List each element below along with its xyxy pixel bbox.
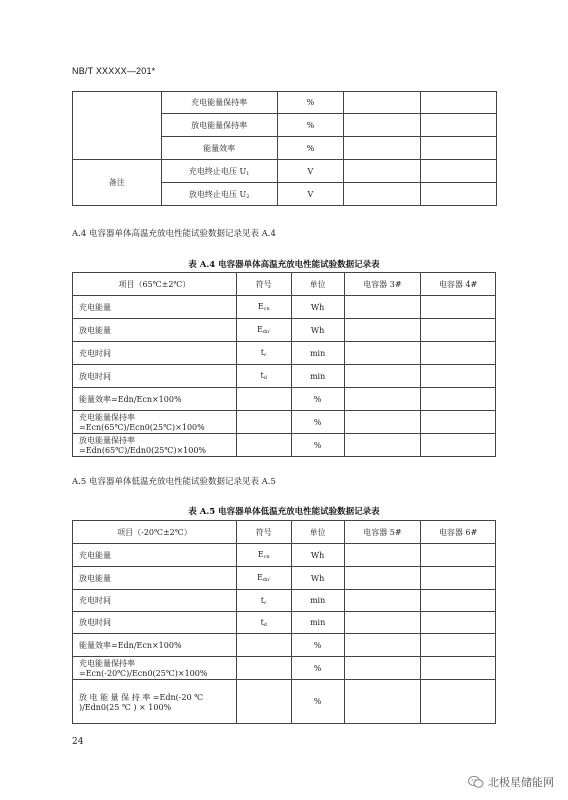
item-cell: 充电能量保持率	[161, 92, 277, 114]
item-cell: 能量效率=Edn/Ecn×100%	[73, 388, 237, 411]
value-cell	[344, 612, 421, 634]
value-cell	[344, 680, 421, 724]
item-cell: 放电能量	[73, 319, 237, 342]
value-cell	[421, 544, 496, 567]
value-cell	[344, 342, 421, 365]
item-cell: 充电能量	[73, 544, 237, 567]
value-cell	[344, 388, 421, 411]
symbol-cell: $E_{cn}$	[236, 296, 291, 319]
table-row	[73, 680, 496, 724]
table-row	[73, 544, 496, 567]
symbol-cell: $t_d$	[236, 365, 291, 388]
table-row	[73, 612, 496, 634]
wechat-icon	[468, 775, 484, 789]
unit-cell: %	[291, 680, 344, 724]
value-cell	[344, 567, 421, 590]
item-cell: 放电能量保持率=Edn(65℃)/Edn0(25℃)×100%	[73, 434, 237, 457]
unit-cell: Wh	[291, 544, 344, 567]
unit-cell: V	[277, 183, 344, 206]
value-cell	[421, 365, 496, 388]
header-capacitor-6: 电容器 6#	[421, 521, 496, 544]
unit-cell: V	[277, 160, 344, 183]
unit-cell: Wh	[291, 296, 344, 319]
unit-cell: %	[291, 434, 344, 457]
item-cell: 放电能量保持率	[161, 114, 277, 137]
value-cell	[344, 319, 421, 342]
header-capacitor-4: 电容器 4#	[421, 273, 496, 296]
symbol-cell: $E_{dn'}$	[236, 319, 291, 342]
table-a4-title: 表 A.4 电容器单体高温充放电性能试验数据记录表	[188, 260, 380, 270]
table-row	[73, 342, 496, 365]
value-cell	[344, 365, 421, 388]
table-a4	[72, 272, 496, 457]
symbol-cell	[236, 411, 291, 434]
item-cell: 充电时间	[73, 590, 237, 612]
unit-cell: %	[291, 657, 344, 680]
item-cell: 放电能量	[73, 567, 237, 590]
item-cell: 放 电 能 量 保 持 率 =Edn(-20 ℃ )/Edn0(25 ℃ ) × 100%	[73, 680, 237, 724]
value-cell	[344, 634, 421, 657]
table-row	[73, 92, 497, 114]
header-unit: 单位	[291, 273, 344, 296]
item-cell: 放电时间	[73, 612, 237, 634]
unit-cell: %	[291, 388, 344, 411]
value-cell	[421, 612, 496, 634]
blank-cell	[73, 92, 162, 160]
symbol-cell: $E_{dn'}$	[236, 567, 291, 590]
table-row	[73, 319, 496, 342]
table-row	[73, 567, 496, 590]
value-cell	[344, 544, 421, 567]
table-row	[73, 365, 496, 388]
item-cell: 能量效率	[161, 137, 277, 160]
value-cell	[344, 657, 421, 680]
value-cell	[421, 319, 496, 342]
header-item: 项目（-20℃±2℃）	[73, 521, 237, 544]
watermark	[468, 774, 554, 790]
header-item: 项目（65℃±2℃）	[73, 273, 237, 296]
table-row	[73, 634, 496, 657]
header-symbol: 符号	[236, 521, 291, 544]
unit-cell: %	[277, 114, 344, 137]
header-symbol: 符号	[236, 273, 291, 296]
item-cell: 充电能量保持率=Ecn(-20℃)/Ecn0(25℃)×100%	[73, 657, 237, 680]
item-cell: 充电时间	[73, 342, 237, 365]
table-row	[73, 434, 496, 457]
symbol-cell	[236, 680, 291, 724]
table-header-row	[73, 521, 496, 544]
value-cell	[421, 590, 496, 612]
unit-cell: %	[291, 634, 344, 657]
symbol-cell	[236, 388, 291, 411]
value-cell	[344, 434, 421, 457]
value-cell	[344, 411, 421, 434]
section-a5-intro: A.5 电容器单体低温充放电性能试验数据记录见表 A.5	[72, 477, 276, 487]
unit-cell: min	[291, 590, 344, 612]
item-cell: 放电终止电压 $U_2$	[161, 183, 277, 206]
item-cell: 放电时间	[73, 365, 237, 388]
unit-cell: min	[291, 342, 344, 365]
header-unit: 单位	[291, 521, 344, 544]
value-cell	[421, 434, 496, 457]
item-cell: 充电能量	[73, 296, 237, 319]
symbol-cell	[236, 634, 291, 657]
value-cell	[421, 388, 496, 411]
symbol-cell: $t_d$	[236, 612, 291, 634]
unit-cell: Wh	[291, 319, 344, 342]
item-cell: 能量效率=Edn/Ecn×100%	[73, 634, 237, 657]
page-number: 24	[72, 737, 84, 747]
watermark-text: 北极星储能网	[488, 776, 554, 789]
unit-cell: min	[291, 612, 344, 634]
symbol-cell	[236, 657, 291, 680]
table-a5	[72, 520, 496, 724]
unit-cell: %	[277, 92, 344, 114]
item-cell: 充电能量保持率=Ecn(65℃)/Ecn0(25℃)×100%	[73, 411, 237, 434]
table-row	[73, 160, 497, 183]
value-cell	[421, 567, 496, 590]
value-cell	[421, 296, 496, 319]
table-row	[73, 296, 496, 319]
header-capacitor-3: 电容器 3#	[344, 273, 421, 296]
value-cell	[344, 590, 421, 612]
symbol-cell: $t_c$	[236, 590, 291, 612]
table-header-row	[73, 273, 496, 296]
unit-cell: %	[277, 137, 344, 160]
value-cell	[421, 657, 496, 680]
unit-cell: min	[291, 365, 344, 388]
symbol-cell: $E_{cn}$	[236, 544, 291, 567]
table-row	[73, 657, 496, 680]
value-cell	[421, 342, 496, 365]
table-row	[73, 590, 496, 612]
item-cell: 充电终止电压 $U_1$	[161, 160, 277, 183]
value-cell	[421, 411, 496, 434]
section-a4-intro: A.4 电容器单体高温充放电性能试验数据记录见表 A.4	[72, 229, 276, 239]
table-row	[73, 411, 496, 434]
symbol-cell: $t_c$	[236, 342, 291, 365]
symbol-cell	[236, 434, 291, 457]
value-cell	[421, 680, 496, 724]
table-a5-title: 表 A.5 电容器单体低温充放电性能试验数据记录表	[188, 507, 380, 517]
header-capacitor-5: 电容器 5#	[344, 521, 421, 544]
unit-cell: Wh	[291, 567, 344, 590]
table-row	[73, 388, 496, 411]
continuation-table	[72, 91, 497, 206]
value-cell	[344, 296, 421, 319]
document-code: NB/T XXXXX—201*	[72, 66, 156, 76]
value-cell	[421, 634, 496, 657]
remark-cell: 备注	[73, 160, 162, 206]
unit-cell: %	[291, 411, 344, 434]
